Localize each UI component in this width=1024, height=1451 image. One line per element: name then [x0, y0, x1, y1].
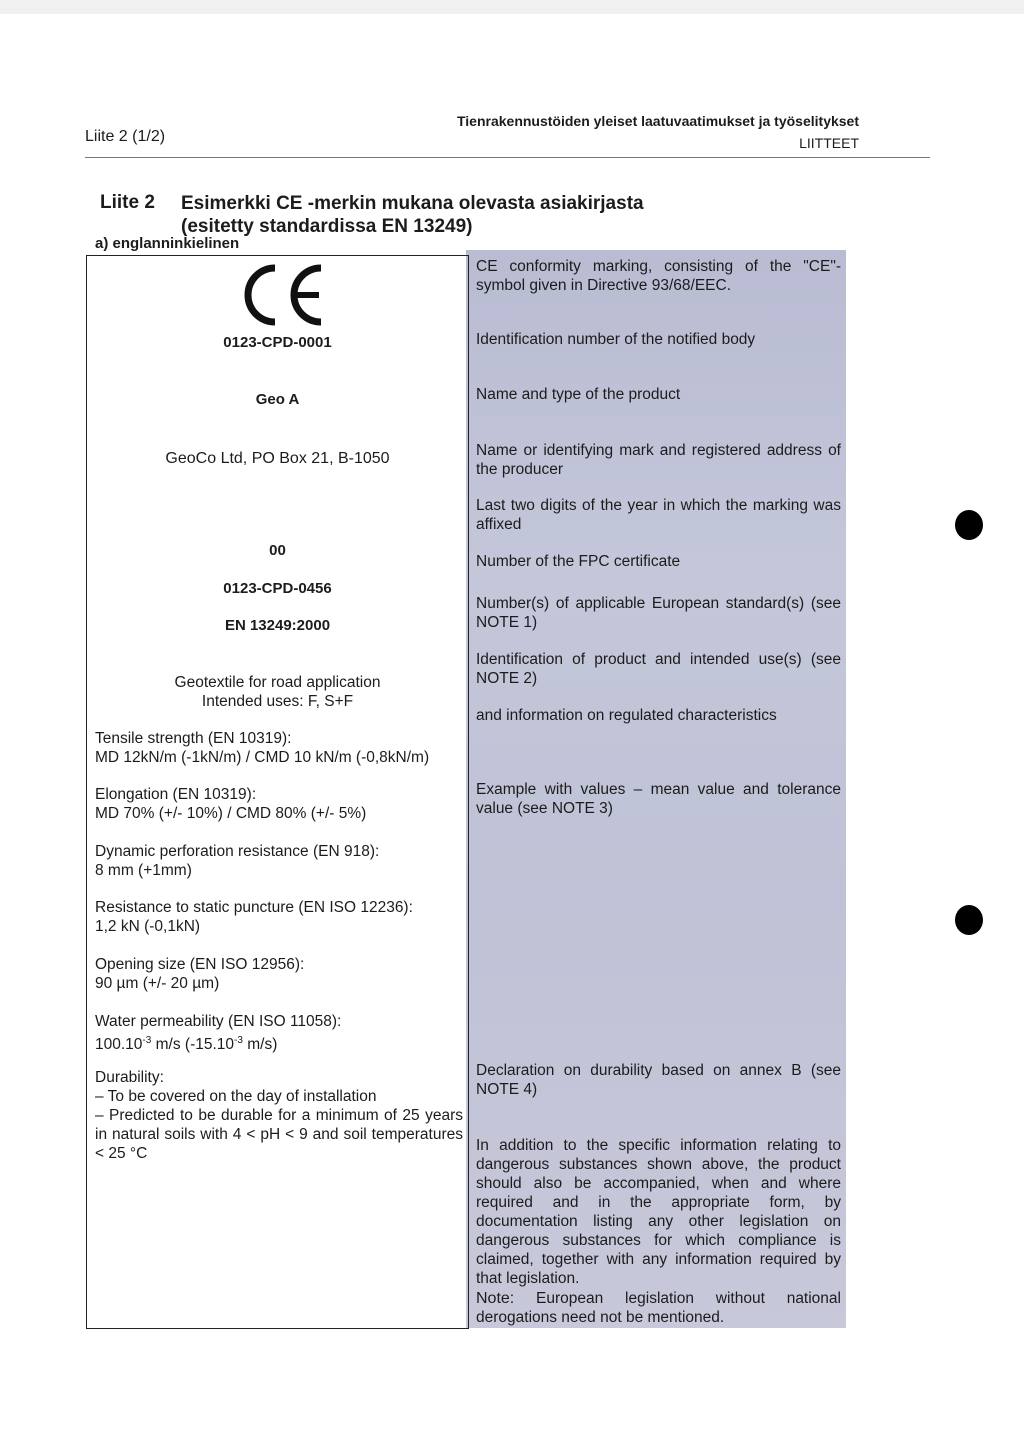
example-explanation: Example with values – mean value and tolerance value (see NOTE 3) [476, 781, 841, 817]
opening-size [95, 955, 463, 993]
producer-address: GeoCo Ltd, PO Box 21, B-1050 [165, 450, 390, 467]
year-explanation: Last two digits of the year in which the marking was affixed [476, 497, 841, 533]
static-value: 1,2 kN (-0,1kN) [95, 918, 201, 935]
static-puncture [95, 898, 463, 936]
standard-number: EN 13249:2000 [224, 617, 331, 634]
durability-explanation: Declaration on durability based on annex B (see NOTE 4) [476, 1062, 841, 1098]
year-digits: 00 [269, 542, 286, 559]
use-line-2: Intended uses: F, S+F [201, 693, 354, 710]
legislation-note: Note: European legislation without national derogations need not be mentioned. [476, 1290, 841, 1326]
page-top-edge [0, 0, 1024, 14]
appendix-number: Liite 2 [100, 192, 155, 213]
elongation [95, 785, 463, 823]
opening-label: Opening size (EN ISO 12956): [95, 956, 305, 973]
ce-explanation: CE conformity marking, consisting of the "CE"-symbol given in Directive 93/68/EEC. [476, 258, 841, 294]
elongation-value: MD 70% (+/- 10%) / CMD 80% (+/- 5%) [95, 805, 367, 822]
id-explanation: Identification number of the notified body [476, 331, 756, 348]
title-line-2: (esitetty standardissa EN 13249) [181, 216, 473, 237]
document-header [457, 110, 859, 154]
header-section: LIITTEET [799, 135, 859, 151]
opening-value: 90 µm (+/- 20 µm) [95, 975, 220, 992]
page-title [181, 192, 644, 238]
elongation-label: Elongation (EN 10319): [95, 786, 257, 803]
fpc-certificate: 0123-CPD-0456 [223, 580, 332, 597]
dynamic-label: Dynamic perforation resistance (EN 918): [95, 843, 380, 860]
title-line-1: Esimerkki CE -merkin mukana olevasta asiakirjasta [181, 193, 644, 214]
standard-explanation: Number(s) of applicable European standard(s) (see NOTE 1) [476, 595, 841, 631]
dangerous-substances-text: In addition to the specific information relating to dangerous substances shown above, the product should also be accompanied, when and where required and in the appropriate form, by documentation listing any other legislation on dangerous substances for which compliance is claimed, together with any information required by that legislation. [476, 1137, 841, 1287]
durability [95, 1068, 463, 1163]
tensile-strength [95, 729, 463, 767]
page-number: Liite 2 (1/2) [85, 128, 166, 145]
subtitle: a) englanninkielinen [95, 235, 240, 252]
producer-explanation: Name or identifying mark and registered address of the producer [476, 442, 841, 478]
notified-body-id: 0123-CPD-0001 [223, 334, 332, 351]
water-permeability [95, 1012, 463, 1054]
product-name: Geo A [255, 391, 300, 408]
use-line-1: Geotextile for road application [174, 674, 381, 691]
tensile-value: MD 12kN/m (-1kN/m) / CMD 10 kN/m (-0,8kN/m) [95, 749, 430, 766]
info-explanation: and information on regulated characteristics [476, 707, 777, 724]
ce-mark-icon [233, 260, 328, 330]
tensile-label: Tensile strength (EN 10319): [95, 730, 292, 747]
dynamic-value: 8 mm (+1mm) [95, 862, 192, 879]
water-label: Water permeability (EN ISO 11058): [95, 1013, 342, 1030]
name-explanation: Name and type of the product [476, 386, 681, 403]
fpc-explanation: Number of the FPC certificate [476, 553, 681, 570]
header-title: Tienrakennustöiden yleiset laatuvaatimukset ja työselitykset [456, 113, 859, 129]
static-label: Resistance to static puncture (EN ISO 12236): [95, 899, 413, 916]
binder-hole-bottom [955, 905, 983, 935]
intended-use [86, 673, 469, 711]
dynamic-perforation [95, 842, 463, 880]
binder-hole-top [955, 510, 983, 540]
header-divider [85, 157, 930, 158]
durability-item-2: – Predicted to be durable for a minimum of 25 years in natural soils with 4 < pH < 9 and soil temperatures < 25 °C [95, 1107, 463, 1162]
use-explanation: Identification of product and intended use(s) (see NOTE 2) [476, 651, 841, 687]
durability-label: Durability: [95, 1069, 164, 1086]
durability-item-1: – To be covered on the day of installation [95, 1088, 377, 1105]
water-value: $100.10^{-3}$ m/s ($-15.10^{-3}$ m/s) [95, 1035, 278, 1054]
